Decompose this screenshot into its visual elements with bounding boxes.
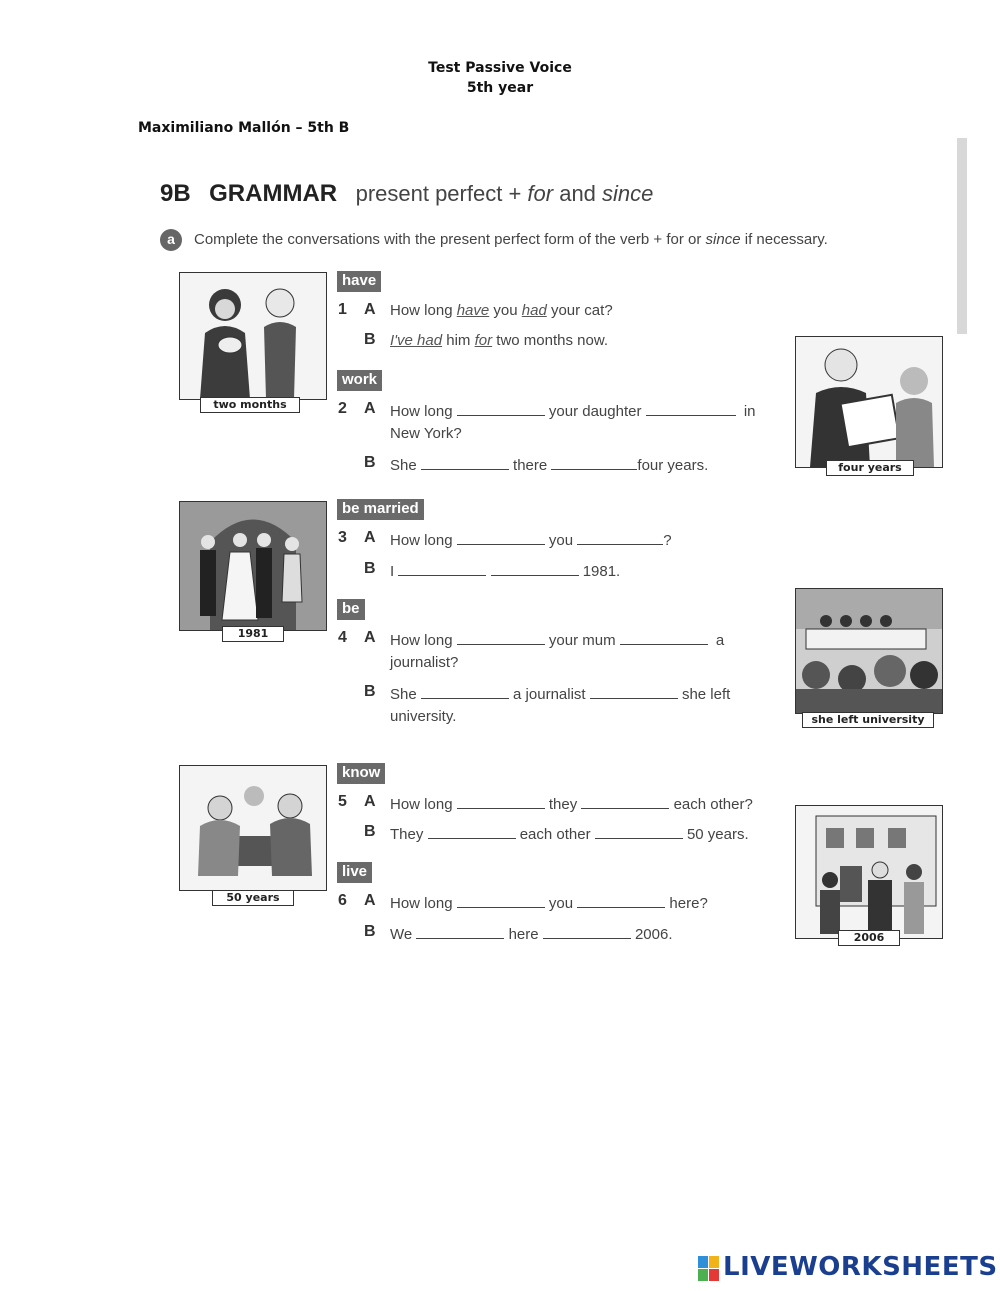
liveworksheets-logo-icon xyxy=(698,1256,720,1282)
text: they xyxy=(548,796,578,813)
answer-blank[interactable] xyxy=(577,530,663,545)
item-number-2: 2 xyxy=(338,400,347,417)
text: in xyxy=(743,403,756,420)
text: here? xyxy=(669,895,708,912)
card-players-illustration-icon xyxy=(180,766,326,890)
worksheet-title: Test Passive Voice xyxy=(428,60,572,76)
audience-illustration-icon xyxy=(796,589,942,713)
speaker-label-a: A xyxy=(364,301,376,318)
answer-blank[interactable] xyxy=(646,401,736,416)
illustration-graduation xyxy=(795,588,943,714)
subtitle-since: since xyxy=(602,181,654,206)
text: She xyxy=(390,686,417,703)
text: How long xyxy=(390,302,457,319)
text: him xyxy=(442,332,475,349)
answer-blank[interactable] xyxy=(428,824,516,839)
text: a xyxy=(715,632,725,649)
text: How long xyxy=(390,532,453,549)
example-answer: had xyxy=(521,302,547,319)
subtitle-text: present perfect + xyxy=(355,181,528,206)
item-number-6: 6 xyxy=(338,892,347,909)
text: She xyxy=(390,457,417,474)
section-heading-title: GRAMMAR xyxy=(209,180,338,207)
question-line xyxy=(390,893,708,912)
answer-blank[interactable] xyxy=(398,561,486,576)
text: 50 years. xyxy=(686,826,749,843)
text: each other xyxy=(519,826,591,843)
section-code: 9B xyxy=(160,180,191,207)
student-name: Maximiliano Mallón – 5th B xyxy=(138,120,350,136)
exercise-badge: a xyxy=(160,229,182,251)
text: How long xyxy=(390,632,453,649)
answer-blank[interactable] xyxy=(421,455,509,470)
illustration-wedding xyxy=(179,501,327,631)
example-answer-line xyxy=(390,332,608,349)
text: We xyxy=(390,926,413,943)
verb-tag-know: know xyxy=(337,763,385,784)
answer-line xyxy=(390,824,749,843)
answer-blank[interactable] xyxy=(457,794,545,809)
verb-tag-be-married: be married xyxy=(337,499,424,520)
text: I xyxy=(390,563,395,580)
example-answer: have xyxy=(456,302,490,319)
speaker-label-b: B xyxy=(364,331,376,348)
answer-line xyxy=(390,455,708,474)
speaker-label-b: B xyxy=(364,923,376,940)
item-number-3: 3 xyxy=(338,529,347,546)
caption-two-months: two months xyxy=(200,397,300,413)
answer-blank[interactable] xyxy=(457,893,545,908)
answer-line xyxy=(390,924,673,943)
text: your cat? xyxy=(546,302,613,319)
section-heading xyxy=(160,180,653,208)
speaker-label-a: A xyxy=(364,793,376,810)
subtitle-and: and xyxy=(553,181,603,206)
question-line xyxy=(390,401,756,420)
answer-line xyxy=(390,561,620,580)
answer-blank[interactable] xyxy=(457,401,545,416)
text: How long xyxy=(390,796,453,813)
illustration-card-game xyxy=(179,765,327,891)
caption-2006: 2006 xyxy=(838,930,900,946)
instruction-for: for xyxy=(666,231,684,248)
text: there xyxy=(513,457,548,474)
caption-1981: 1981 xyxy=(222,626,284,642)
people-illustration-icon xyxy=(796,337,942,467)
text: she left xyxy=(681,686,731,703)
text: 1981. xyxy=(582,563,621,580)
text: here xyxy=(508,926,539,943)
instruction-post: if necessary. xyxy=(740,231,828,248)
caption-four-years: four years xyxy=(826,460,914,476)
instruction-or: or xyxy=(683,231,706,248)
answer-blank[interactable] xyxy=(457,630,545,645)
text: you xyxy=(489,302,522,319)
answer-blank[interactable] xyxy=(416,924,504,939)
answer-blank[interactable] xyxy=(551,455,637,470)
instruction-text: Complete the conversations with the present perfect form of the verb + xyxy=(194,231,667,248)
verb-tag-have: have xyxy=(337,271,381,292)
speaker-label-b: B xyxy=(364,683,376,700)
wedding-illustration-icon xyxy=(180,502,326,630)
section-subtitle xyxy=(356,181,654,206)
subtitle-for: for xyxy=(527,181,554,206)
speaker-label-a: A xyxy=(364,400,376,417)
answer-blank[interactable] xyxy=(421,684,509,699)
speaker-label-a: A xyxy=(364,629,376,646)
example-answer: for xyxy=(474,332,493,349)
verb-tag-be: be xyxy=(337,599,365,620)
verb-tag-work: work xyxy=(337,370,382,391)
caption-she-left-university: she left university xyxy=(802,712,934,728)
answer-blank[interactable] xyxy=(620,630,708,645)
text: four years. xyxy=(637,457,709,474)
text: your mum xyxy=(548,632,616,649)
answer-blank[interactable] xyxy=(543,924,631,939)
instruction xyxy=(194,231,828,248)
text: your daughter xyxy=(548,403,642,420)
question-line xyxy=(390,530,672,549)
question-line-2: journalist? xyxy=(390,654,459,671)
answer-blank[interactable] xyxy=(581,794,669,809)
illustration-cat-owners xyxy=(179,272,327,400)
scrollbar[interactable] xyxy=(957,138,967,334)
answer-blank[interactable] xyxy=(577,893,665,908)
worksheet-subtitle: 5th year xyxy=(466,80,534,96)
illustration-house xyxy=(795,805,943,939)
question-line-2: New York? xyxy=(390,425,462,442)
instruction-since: since xyxy=(705,231,741,248)
text: ? xyxy=(663,532,672,549)
answer-blank[interactable] xyxy=(457,530,545,545)
example-answer: I've had xyxy=(390,332,443,349)
people-illustration-icon xyxy=(180,273,326,399)
house-illustration-icon xyxy=(796,806,942,938)
speaker-label-b: B xyxy=(364,823,376,840)
answer-blank[interactable] xyxy=(590,684,678,699)
example-question xyxy=(390,302,613,319)
item-number-5: 5 xyxy=(338,793,347,810)
logo-blocks-icon xyxy=(698,1256,720,1282)
question-line xyxy=(390,630,724,649)
text: How long xyxy=(390,895,453,912)
caption-50-years: 50 years xyxy=(212,890,294,906)
speaker-label-b: B xyxy=(364,560,376,577)
verb-tag-live: live xyxy=(337,862,372,883)
text: you xyxy=(548,895,574,912)
item-number-1: 1 xyxy=(338,301,347,318)
text: two months now. xyxy=(492,332,609,349)
illustration-photo xyxy=(795,336,943,468)
answer-line-2: university. xyxy=(390,708,457,725)
answer-blank[interactable] xyxy=(595,824,683,839)
answer-line xyxy=(390,684,730,703)
speaker-label-b: B xyxy=(364,454,376,471)
answer-blank[interactable] xyxy=(491,561,579,576)
text: each other? xyxy=(673,796,753,813)
text: 2006. xyxy=(634,926,673,943)
item-number-4: 4 xyxy=(338,629,347,646)
text: They xyxy=(390,826,424,843)
text: How long xyxy=(390,403,453,420)
text: a journalist xyxy=(513,686,586,703)
speaker-label-a: A xyxy=(364,529,376,546)
speaker-label-a: A xyxy=(364,892,376,909)
text: you xyxy=(548,532,574,549)
question-line xyxy=(390,794,753,813)
liveworksheets-brand[interactable]: LIVEWORKSHEETS xyxy=(723,1252,998,1282)
